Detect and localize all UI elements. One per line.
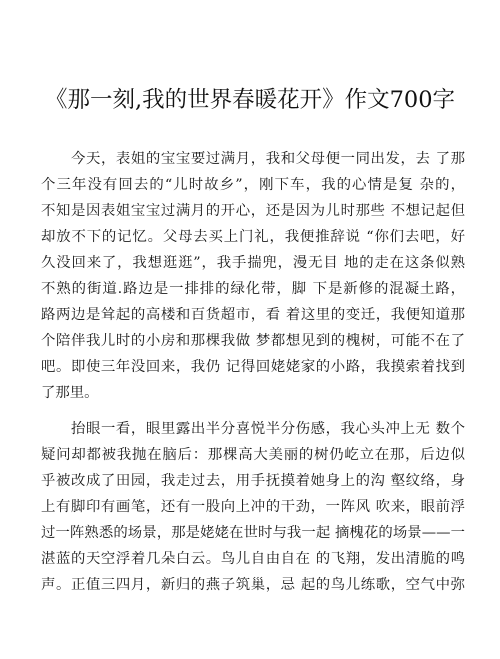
document-body — [41, 146, 465, 598]
document-title: 《那一刻,我的世界春暖花开》作文700字 — [44, 87, 456, 113]
text-line: 路两边是耸起的高楼和百货超市，看 着这里的变迁，我便知道那 — [41, 307, 465, 323]
text-line: 久没回来了，我想逛逛”，我手揣兜，漫无目 地的走在这条似熟 — [41, 255, 465, 271]
text-line: 个陪伴我儿时的小房和那棵我做 梦都想见到的槐树，可能不在了 — [41, 333, 465, 349]
text-line: 乎被改成了田园，我走过去，用手抚摸着她身上的沟 壑纹络，身 — [41, 473, 465, 489]
text-line: 疑问却都被我抛在脑后：那棵高大美丽的树仍屹立在那，后边似 — [41, 447, 465, 463]
text-line: 湛蓝的天空浮着几朵白云。鸟儿自由自在 的飞翔，发出清脆的鸣 — [41, 551, 465, 567]
paragraph-2 — [41, 416, 465, 598]
paragraph-1 — [41, 146, 465, 406]
text-line: 不知是因表姐宝宝过满月的开心，还是因为儿时那些 不想记起但 — [41, 203, 465, 219]
text-line: 抬眼一看，眼里露出半分喜悦半分伤感，我心头冲上无 数个 — [71, 421, 465, 437]
text-line: 声。正值三四月，新归的燕子筑巢，忌 起的鸟儿练歌，空气中弥 — [41, 577, 465, 593]
text-line: 过一阵熟悉的场景，那是姥姥在世时与我一起 摘槐花的场景——一 — [41, 525, 465, 541]
text-line: 却放不下的记忆。父母去买上门礼，我便推辞说 “你们去吧，好 — [41, 229, 465, 245]
text-line: 上有脚印有画笔，还有一股向上冲的干劲，一阵风 吹来，眼前浮 — [41, 499, 465, 515]
text-line: 不熟的街道.路边是一排排的绿化带，脚 下是新修的混凝土路， — [41, 281, 465, 297]
text-line: 了那里。 — [41, 385, 99, 401]
text-line: 吧。即使三年没回来，我仍 记得回姥姥家的小路，我摸索着找到 — [41, 359, 465, 375]
text-line: 今天，表姐的宝宝要过满月，我和父母便一同出发，去 了那 — [71, 151, 465, 167]
text-line: 个三年没有回去的“儿时故乡”，刚下车，我的心情是复 杂的， — [41, 177, 465, 193]
